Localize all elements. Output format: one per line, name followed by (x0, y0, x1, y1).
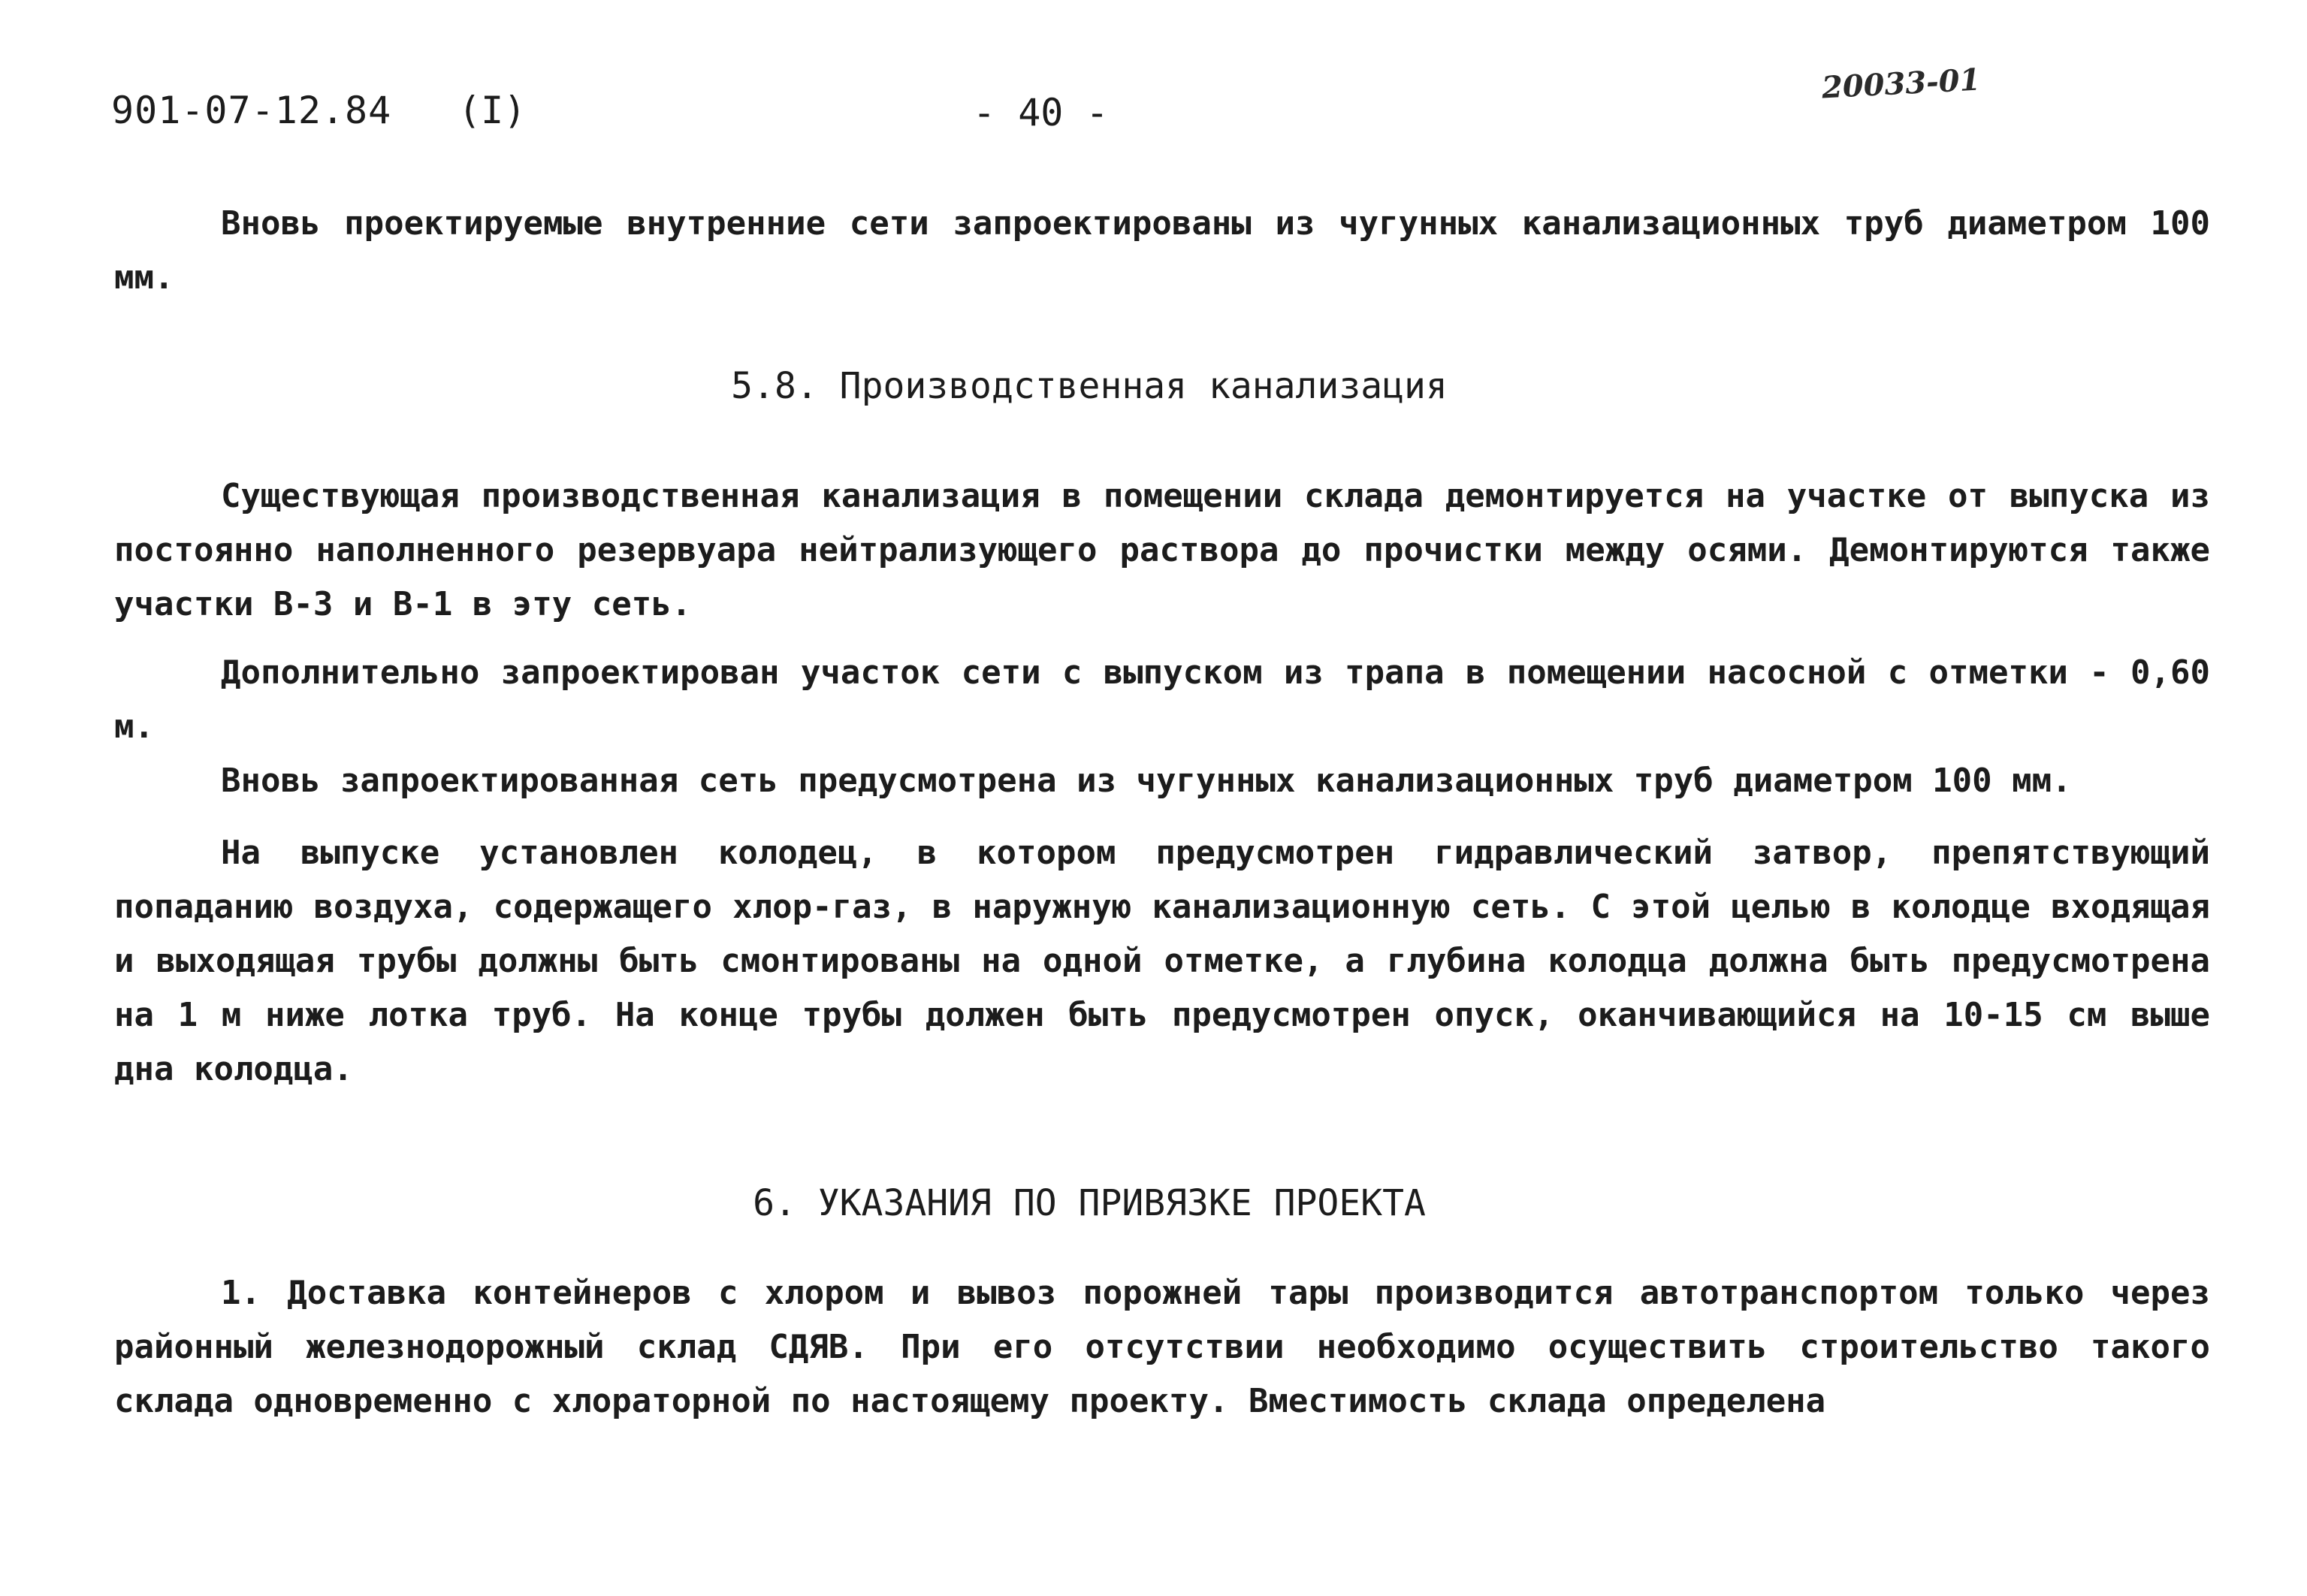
handwritten-stamp: 20033-01 (1820, 62, 1982, 106)
paragraph-existing-sewer: Существующая производственная канализация в помещении склада демонтируется на участке от выпуска из постоянно наполненного резервуара нейтрализующего раствора до прочистки между осями. Демонтируются также участки В-3 и В-1 в эту сеть. (114, 477, 2210, 623)
page-number: - 40 - (973, 91, 1109, 134)
document-part: (I) (458, 89, 527, 132)
paragraph-well-seal: На выпуске установлен колодец, в котором предусмотрен гидравлический затвор, препятствующий попаданию воздуха, содержащего хлор-газ, в наружную канализационную сеть. С этой целью в колодце входящая и выходящая трубы должны быть смонтированы на одной отметке, а глубина колодца должна быть предусмотрена на 1 м ниже лотка труб. На конце трубы должен быть предусмотрен опуск, оканчивающийся на 10-15 см выше дна колодца. (114, 834, 2210, 1088)
paragraph-new-network: Вновь запроектированная сеть предусмотрена из чугунных канализационных труб диаметром 100 мм. (221, 762, 2072, 800)
paragraph-additional-section: Дополнительно запроектирован участок сети с выпуском из трапа в помещении насосной с отметки - 0,60 м. (114, 653, 2210, 746)
paragraph-internal-networks: Вновь проектируемые внутренние сети запроектированы из чугунных канализационных труб диаметром 100 мм. (114, 204, 2210, 297)
paragraph-delivery-containers: 1. Доставка контейнеров с хлором и вывоз порожней тары производится автотранспортом только через районный железнодорожный склад СДЯВ. При его отсутствии необходимо осуществить строительство такого склада одновременно с хлораторной по настоящему проекту. Вместимость склада определена (114, 1274, 2210, 1420)
section-heading-5-8: 5.8. Производственная канализация (731, 365, 1448, 407)
document-code: 901-07-12.84 (111, 89, 392, 132)
section-heading-6: 6. УКАЗАНИЯ ПО ПРИВЯЗКЕ ПРОЕКТА (753, 1182, 1426, 1224)
